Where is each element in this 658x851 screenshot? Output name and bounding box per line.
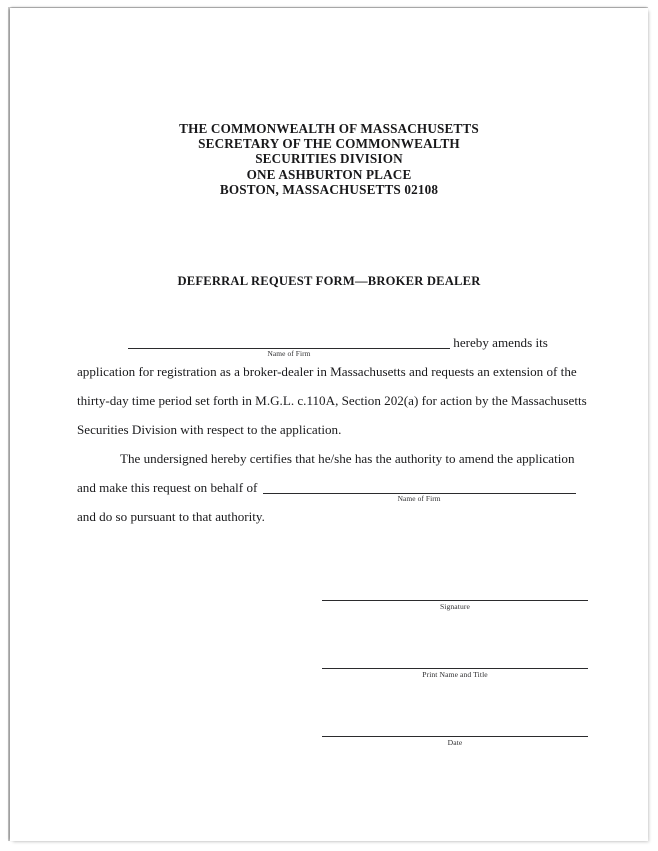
letterhead-line-1: THE COMMONWEALTH OF MASSACHUSETTS xyxy=(179,121,479,136)
signature-rule-print-name-and-title xyxy=(322,668,588,669)
signature-block xyxy=(322,587,588,791)
signature-slot-signature[interactable] xyxy=(322,587,588,655)
firm-name-caption-1: Name of Firm xyxy=(267,349,311,358)
body-line-6-prefix: and make this request on behalf of xyxy=(77,480,261,495)
signature-caption-date: Date xyxy=(447,738,463,747)
body-line-1-suffix: hereby amends its xyxy=(450,335,548,350)
signature-rule-date xyxy=(322,736,588,737)
signature-slot-date[interactable] xyxy=(322,723,588,791)
letterhead-line-5: BOSTON, MASSACHUSETTS 02108 xyxy=(219,181,439,197)
body-line-3: thirty-day time period set forth in M.G.L. c.110A, Section 202(a) for action by the Massachusetts xyxy=(77,393,587,408)
signature-caption-signature: Signature xyxy=(439,602,470,611)
body-line-5: The undersigned hereby certifies that he/she has the authority to amend the application xyxy=(120,451,575,466)
document-page xyxy=(10,8,648,841)
letterhead-line-2: SECRETARY OF THE COMMONWEALTH xyxy=(198,136,460,152)
body-line-7: and do so pursuant to that authority. xyxy=(77,509,265,524)
signature-slot-print-name-and-title[interactable] xyxy=(322,655,588,723)
signature-caption-print-name-and-title: Print Name and Title xyxy=(422,670,488,679)
letterhead-line-3: SECURITIES DIVISION xyxy=(255,151,403,167)
body-line-6 xyxy=(77,473,581,502)
body-copy xyxy=(77,328,587,531)
letterhead-line-4: ONE ASHBURTON PLACE xyxy=(246,166,412,182)
body-line-firm-blank xyxy=(77,328,581,357)
firm-name-caption-2: Name of Firm xyxy=(397,494,441,503)
letterhead xyxy=(10,121,648,197)
firm-name-blank-field-1[interactable] xyxy=(128,334,450,358)
firm-name-blank-field-2[interactable] xyxy=(263,479,576,503)
form-title: DEFERRAL REQUEST FORM—BROKER DEALER xyxy=(177,274,481,288)
body-line-4: Securities Division with respect to the application. xyxy=(77,422,342,437)
body-line-2: application for registration as a broker-dealer in Massachusetts and requests an extension of the xyxy=(77,364,577,379)
signature-rule-signature xyxy=(322,600,588,601)
